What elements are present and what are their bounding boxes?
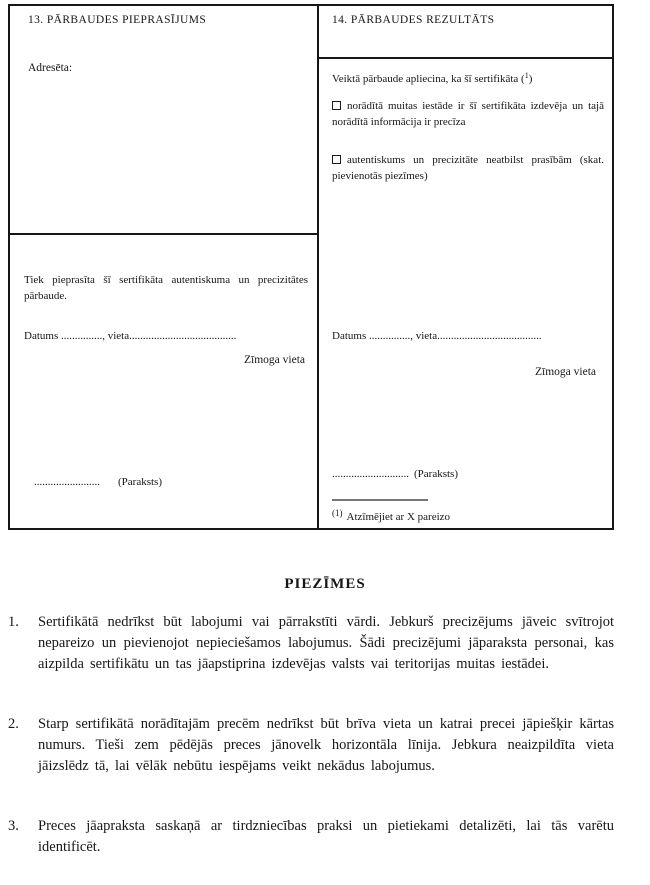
note-item xyxy=(8,612,614,675)
result-option-issued xyxy=(332,98,604,130)
addressee-label: Adresēta: xyxy=(28,62,73,74)
signature-dots: ........................ xyxy=(34,476,100,488)
signature-label: (Paraksts) xyxy=(414,468,458,480)
result-option-not-conforming xyxy=(332,152,604,184)
box-14-title: 14. PĀRBAUDES REZULTĀTS xyxy=(332,14,495,26)
date-place-line: Datums ..............., vieta....................................... xyxy=(24,330,237,342)
box-13-verification-request xyxy=(10,6,319,528)
signature-line xyxy=(34,474,162,490)
note-item xyxy=(8,714,614,777)
checkbox-icon[interactable] xyxy=(332,155,341,164)
note-number: 1. xyxy=(8,614,19,630)
result-intro-close: ) xyxy=(528,73,533,85)
note-text: Starp sertifikātā norādītajām precēm nedrīkst būt brīva vieta un katrai precei jāpiešķir kārtas numurs. Tieši zem pēdējās preces jānovelk horizontāla līnija. Jebkura neaizpildīta vieta jāizslēdz tā, lai vēlāk nebūtu iespējams veikt nekādus labojumus. xyxy=(38,716,614,774)
note-text: Sertifikātā nedrīkst būt labojumi vai pārrakstīti vārdi. Jebkurš precizējums jāveic svītrojot nepareizo un pievienojot nepieciešamos labojumus. Šādi precizējumi jāparaksta personai, kas aizpilda sertifikātu un tas jāapstiprina izdevējas valsts vai teritorijas muitas iestādei. xyxy=(38,614,614,672)
box-14-divider xyxy=(319,57,612,59)
box-13-divider xyxy=(10,233,317,235)
footnote-rule xyxy=(332,499,428,501)
footnote-text: Atzīmējiet ar X pareizo xyxy=(346,511,451,523)
footnote xyxy=(332,508,450,523)
date-place-line: Datums ..............., vieta...................................... xyxy=(332,330,542,342)
result-intro xyxy=(332,68,606,87)
result-option-issued-label: norādītā muitas iestāde ir šī sertifikāta izdevēja un tajā norādītā informācija ir precīza xyxy=(332,100,604,128)
stamp-place-label: Zīmoga vieta xyxy=(535,366,596,378)
request-statement: Tiek pieprasīta šī sertifikāta autentiskuma un precizitātes pārbaude. xyxy=(24,274,308,302)
note-number: 3. xyxy=(8,818,19,834)
note-text: Preces jāapraksta saskaņā ar tirdzniecības praksi un pietiekami detalizēti, lai tās varētu identificēt. xyxy=(38,818,614,855)
footnote-marker: (1) xyxy=(332,508,343,518)
notes-title: PIEZĪMES xyxy=(284,576,366,592)
note-item xyxy=(8,816,614,858)
result-option-not-conforming-label: autentiskums un precizitāte neatbilst prasībām (skat. pievienotās piezīmes) xyxy=(332,154,604,182)
result-intro-text: Veiktā pārbaude apliecina, ka šī sertifikāta ( xyxy=(332,73,525,85)
box-13-title: 13. PĀRBAUDES PIEPRASĪJUMS xyxy=(28,14,207,26)
signature-label: (Paraksts) xyxy=(118,476,162,488)
signature-line xyxy=(332,466,458,482)
note-number: 2. xyxy=(8,716,19,732)
signature-dots: ............................ xyxy=(332,468,409,480)
checkbox-icon[interactable] xyxy=(332,101,341,110)
stamp-place-label: Zīmoga vieta xyxy=(244,354,305,366)
verification-form-box xyxy=(8,4,614,530)
box-14-verification-result xyxy=(319,6,612,528)
footnote-reference: 1 xyxy=(524,71,529,80)
